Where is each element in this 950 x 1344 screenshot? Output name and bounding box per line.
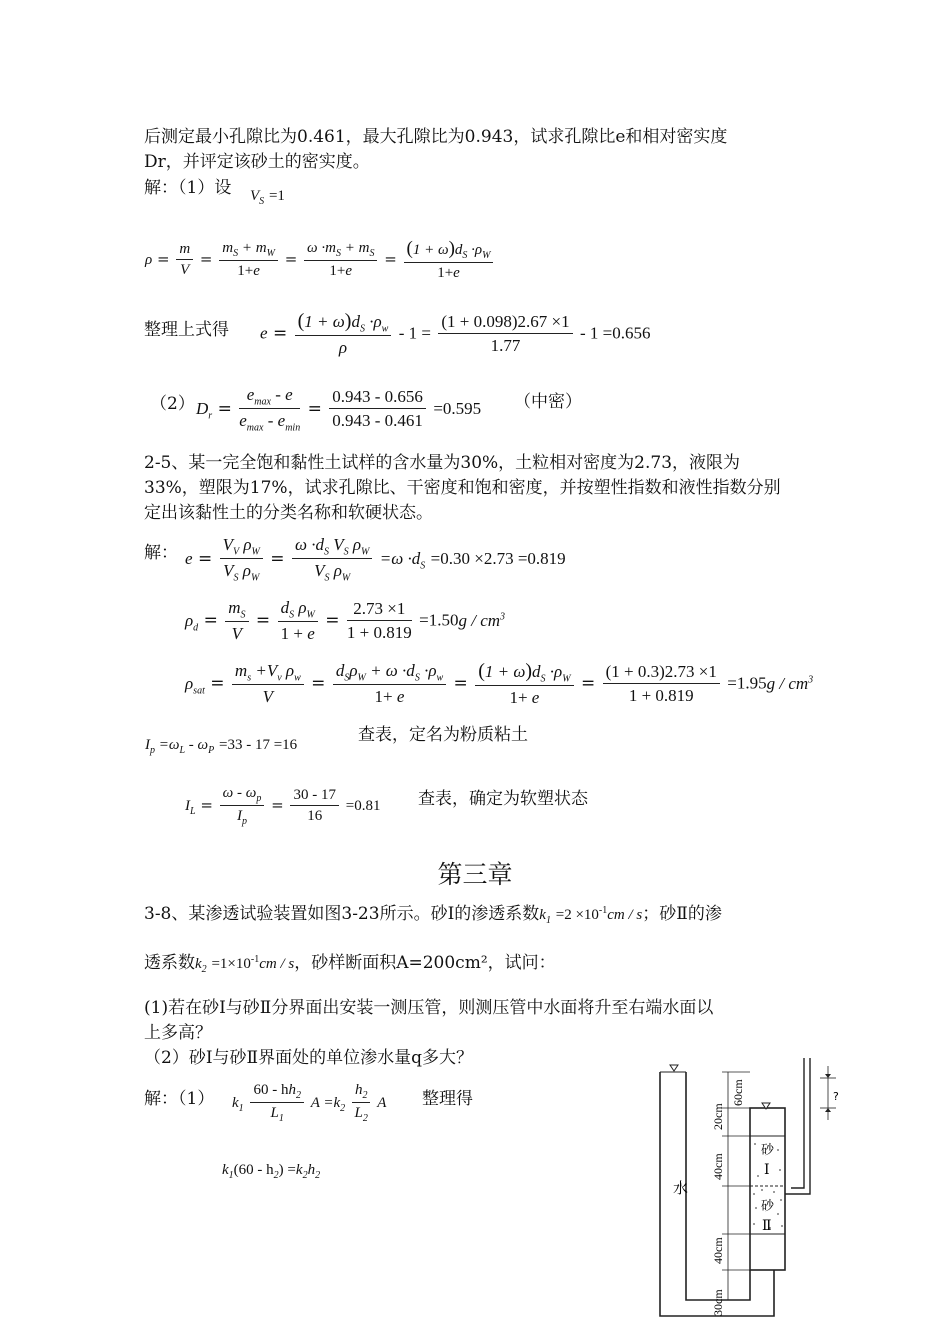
sand-1-number: Ⅰ (764, 1162, 770, 1178)
vs-equation: $V_S =1$ (250, 188, 285, 207)
unknown-height-mark: ? (833, 1090, 839, 1103)
water-label: 水 (673, 1179, 689, 1197)
solution-label: 解： (144, 543, 178, 563)
dry-density-equation: $\rho_d$ = $\frac{m_S}{V}$ = $\frac{d_S \rho_W}{1 + e}$ = $\frac{2.73 \times 1}{1 + 0.819}$ $=1.50g / cm^3$ (185, 598, 506, 644)
sand-2-label: 砂 (761, 1199, 775, 1214)
saturated-density-equation: $\rho_{sat}$ = $\frac{m_s +V_v \rho_w}{V}$ = $d_S\rho_W + \omega \cdot d_S \cdot\rho_w$ 1+ e = $\frac{(1 + \omega)d_S \cdot\rho_W}{1+ e}$ = $\frac{(1 + 0.3)2.73 \times 1}{1 + 0.819}$ $=1.95g / cm^3$ (185, 660, 814, 708)
ip-note: 查表，定名为粉质粘土 (358, 725, 528, 745)
density-equation: ρ = $\frac{m}{V}$ = $\frac{m_S + m_W}{1+e}$ = $\frac{\omega \cdot m_S + m_S}{1+e}$ = $\frac{(1 + \omega)d_S \cdot\rho_W}{1+e}$ (145, 238, 495, 282)
question-line: （2）砂Ⅰ与砂Ⅱ界面处的单位渗水量q多大？ (144, 1048, 473, 1068)
para-line: Dr，并评定该砂土的密实度。 (144, 152, 370, 172)
chapter-title: 第三章 (437, 860, 513, 889)
para-line: 后测定最小孔隙比为0.461，最大孔隙比为0.943，试求孔隙比e和相对密实度 (144, 127, 728, 147)
sand-2-number: Ⅱ (762, 1218, 772, 1234)
dim-40cm-bottom: 40cm (711, 1237, 725, 1264)
liquidity-index-equation: $I_L$ = $\frac{\omega - \omega_p}{I_p}$ = $\frac{30 - 17}{16}$ =0.81 (185, 785, 381, 827)
tidy-label: 整理上式得 (144, 320, 229, 340)
dim-40cm-top: 40cm (711, 1153, 725, 1180)
tidy-label: 整理得 (422, 1089, 473, 1109)
void-ratio-equation: e = $\frac{(1 + \omega)d_S \cdot\rho_w}{\rho}$ - 1 = $\frac{(1 + 0.098)2.67 \times 1}{1.77}$ - 1 =0.656 (260, 310, 651, 358)
relative-density-equation: $D_r$ = $e_{max}$ - e $e_{max} - e_{min}$ = $\frac{0.943 - 0.656}{0.943 - 0.461}$ =0.595 (196, 385, 482, 434)
plasticity-index-equation: $I_p =\omega_L - \omega_P =33 - 17 =16$ (145, 737, 298, 756)
question-line: 透系数$k_2 =1\times 10^{-1}cm / s$，砂样断面积A=200cm²，试问： (144, 953, 556, 975)
solution-label: 解：（1）设 (144, 178, 232, 198)
question-line: (1)若在砂Ⅰ与砂Ⅱ分界面出安装一测压管，则测压管中水面将升至右端水面以 (144, 998, 714, 1018)
para-line: 2-5、某一完全饱和黏性土试样的含水量为30%，土粒相对密度为2.73，液限为 (144, 453, 741, 473)
dr-note: （中密） (514, 392, 582, 412)
darcy-equation-simplified: $k_1(60 - h_2) =k_2h_2$ (222, 1162, 321, 1181)
il-note: 查表，确定为软塑状态 (418, 789, 588, 809)
para-line: 定出该黏性土的分类名称和软硬状态。 (144, 503, 433, 523)
question-line: 上多高？ (144, 1023, 212, 1043)
dim-30cm: 30cm (711, 1289, 725, 1316)
dim-60cm: 60cm (731, 1079, 745, 1106)
solution-label: 解：（1） (144, 1089, 215, 1109)
seepage-apparatus-figure (650, 1058, 850, 1320)
para-line: 33%，塑限为17%，试求孔隙比、干密度和饱和密度，并按塑性指数和液性指数分别 (144, 478, 781, 498)
question-line: 3-8、某渗透试验装置如图3-23所示。砂Ⅰ的渗透系数$k_1 =2 \times 10^{-1}cm / s$；砂Ⅱ的渗 (144, 904, 722, 926)
dr-label: （2） (150, 394, 195, 414)
dim-20cm: 20cm (711, 1103, 725, 1130)
sand-1-label: 砂 (761, 1143, 775, 1158)
void-ratio-equation-2: e = $\frac{V_V \rho_W}{V_S \rho_W}$ = $\frac{\omega \cdot d_S V_S \rho_W}{V_S \rho_W}$ $=\omega \cdot d_S =0.30 \times 2.73 =0.819$ (185, 535, 566, 584)
darcy-equation: $k_1$ $\frac{60 - hh_2}{L_1}$ $A =k_2$ $\frac{h_2}{L_2}$ A (232, 1082, 387, 1124)
